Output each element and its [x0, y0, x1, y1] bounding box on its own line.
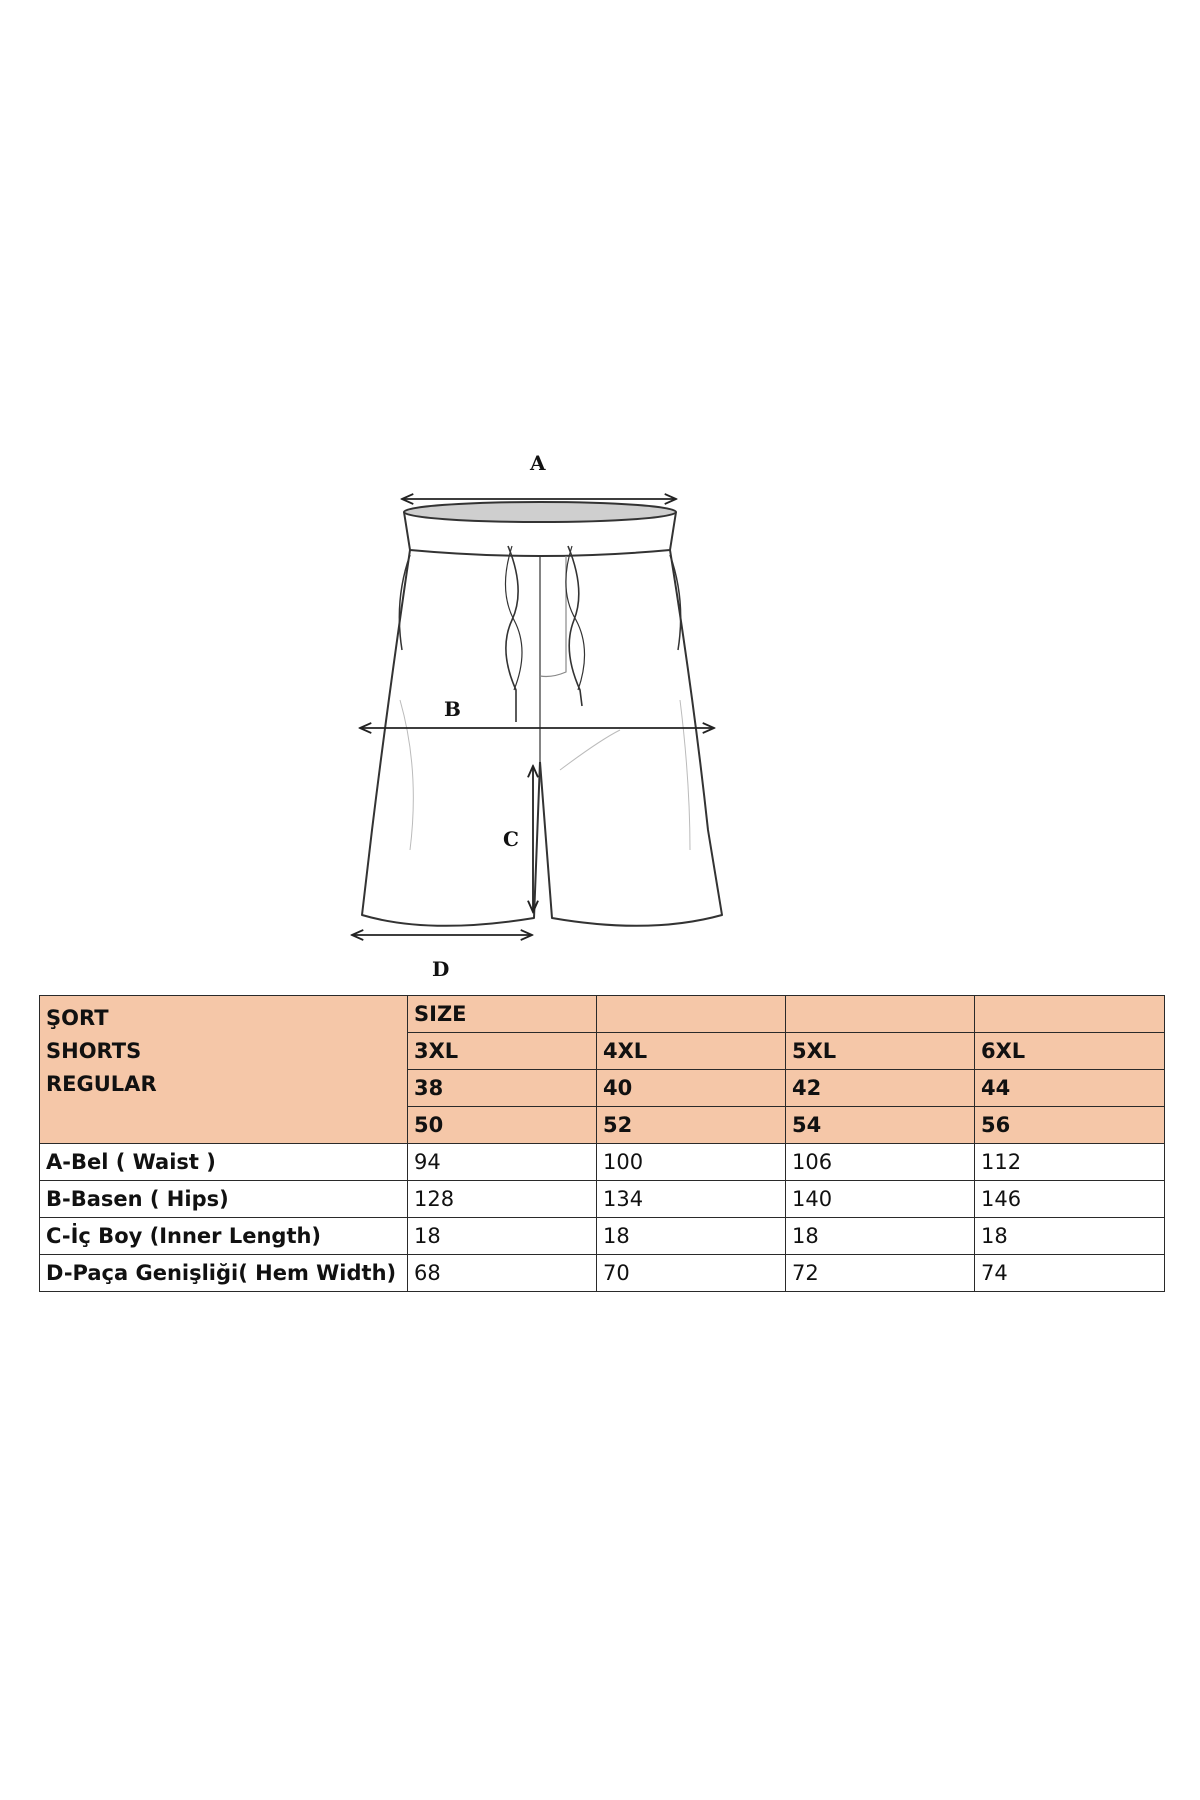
row-label: A-Bel ( Waist ) [40, 1144, 408, 1181]
table-cell: 18 [786, 1218, 975, 1255]
header-row-size [40, 996, 1165, 1033]
dimension-label-b: B [444, 697, 461, 721]
title-line-shorts: SHORTS [46, 1039, 142, 1063]
empty-header-cell [597, 996, 786, 1033]
table-row-waist [40, 1144, 1165, 1181]
table-cell: 18 [408, 1218, 597, 1255]
row-label: D-Paça Genişliği( Hem Width) [40, 1255, 408, 1292]
table-cell: 106 [786, 1144, 975, 1181]
size-cell: 38 [408, 1070, 597, 1107]
title-line-sort: ŞORT [46, 1006, 109, 1030]
table-cell: 134 [597, 1181, 786, 1218]
size-cell: 40 [597, 1070, 786, 1107]
size-cell: 3XL [408, 1033, 597, 1070]
table-cell: 72 [786, 1255, 975, 1292]
table-cell: 100 [597, 1144, 786, 1181]
table-row-hem-width [40, 1255, 1165, 1292]
table-cell: 74 [975, 1255, 1165, 1292]
size-cell: 5XL [786, 1033, 975, 1070]
size-cell: 44 [975, 1070, 1165, 1107]
empty-header-cell [975, 996, 1165, 1033]
empty-header-cell [786, 996, 975, 1033]
size-cell: 6XL [975, 1033, 1165, 1070]
table-title-cell [40, 996, 408, 1144]
row-label: B-Basen ( Hips) [40, 1181, 408, 1218]
table-cell: 140 [786, 1181, 975, 1218]
table-row-hips [40, 1181, 1165, 1218]
size-cell: 54 [786, 1107, 975, 1144]
table-cell: 70 [597, 1255, 786, 1292]
table-cell: 128 [408, 1181, 597, 1218]
dimension-label-d: D [432, 957, 450, 981]
size-header: SIZE [408, 996, 597, 1033]
size-cell: 50 [408, 1107, 597, 1144]
dimension-label-c: C [503, 827, 519, 851]
table-cell: 94 [408, 1144, 597, 1181]
table-cell: 68 [408, 1255, 597, 1292]
row-label: C-İç Boy (Inner Length) [40, 1218, 408, 1255]
table-row-inner-length [40, 1218, 1165, 1255]
table-cell: 112 [975, 1144, 1165, 1181]
table-cell: 18 [975, 1218, 1165, 1255]
size-cell: 52 [597, 1107, 786, 1144]
table-cell: 146 [975, 1181, 1165, 1218]
size-cell: 56 [975, 1107, 1165, 1144]
shorts-illustration [362, 502, 722, 926]
title-line-regular: REGULAR [46, 1072, 157, 1096]
size-cell: 42 [786, 1070, 975, 1107]
table-cell: 18 [597, 1218, 786, 1255]
size-cell: 4XL [597, 1033, 786, 1070]
size-chart-table [39, 995, 1165, 1292]
dimension-label-a: A [530, 451, 546, 475]
